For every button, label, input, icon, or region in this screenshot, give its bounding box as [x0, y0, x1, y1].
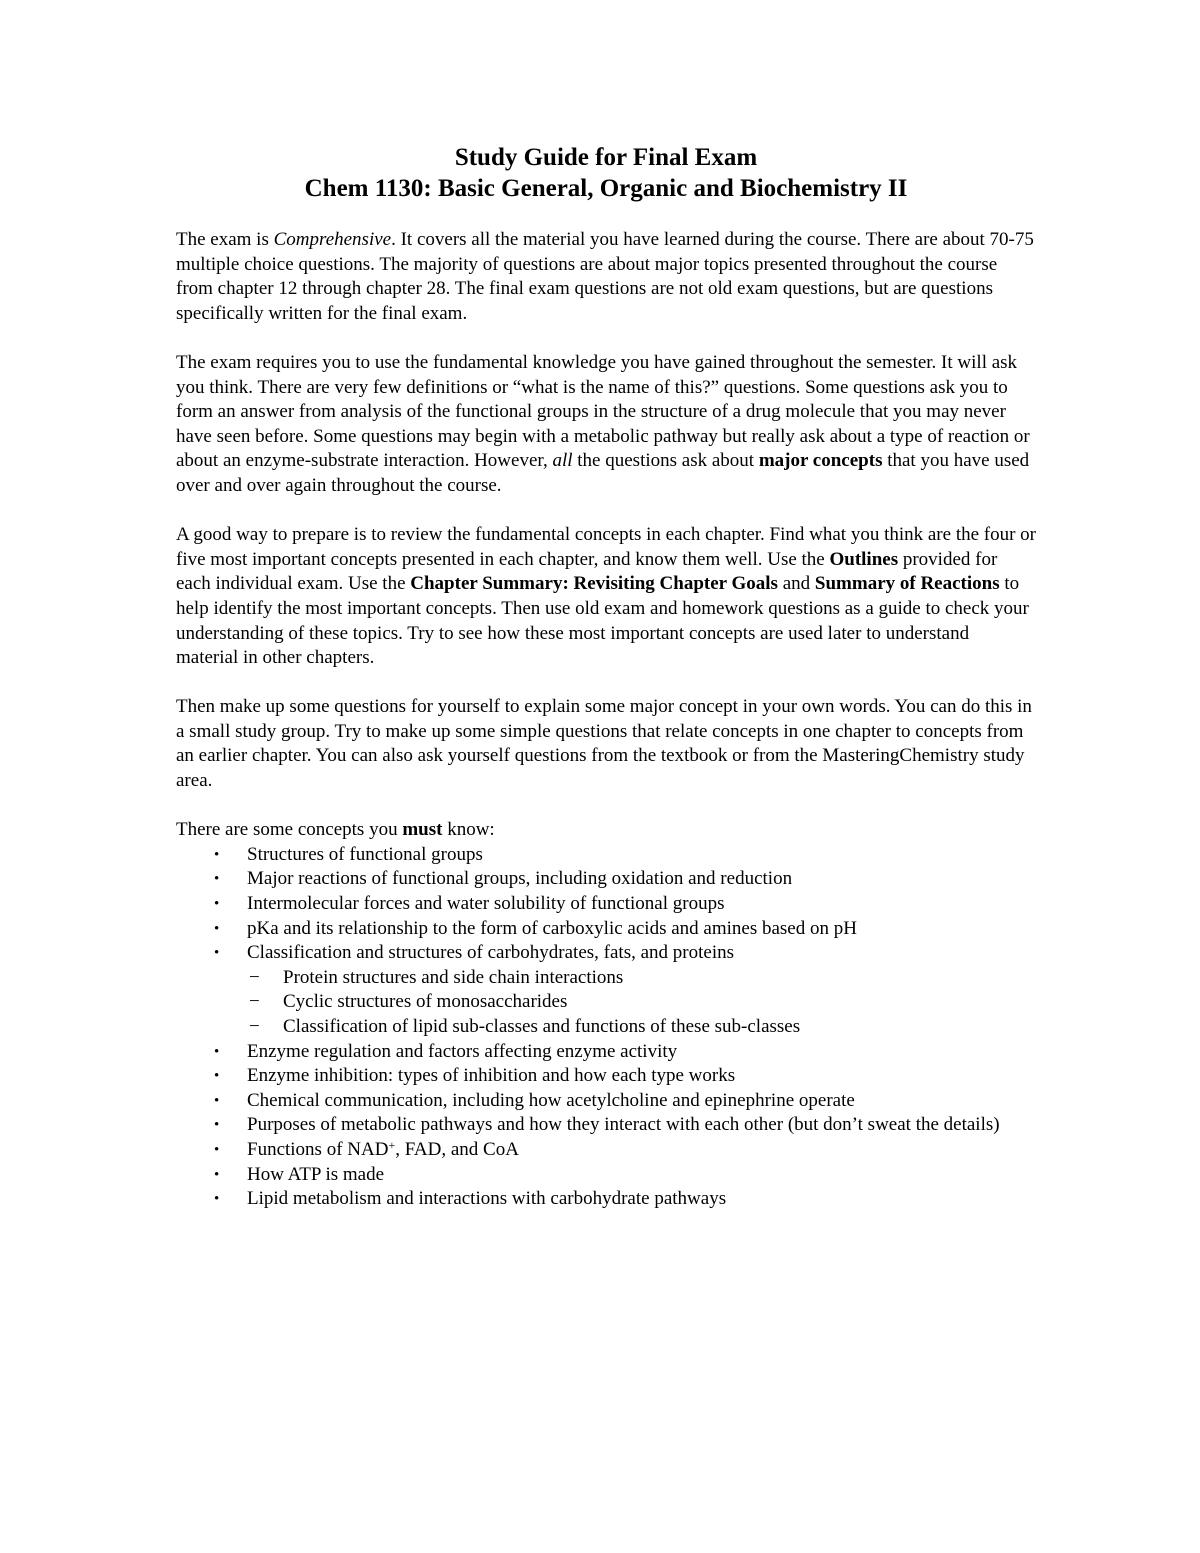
list-item-text: Lipid metabolism and interactions with carbohydrate pathways [247, 1188, 727, 1210]
bullet-icon: • [214, 1043, 220, 1060]
para1-text-c: . It covers all the material you have learned during the course. There are about 70-75 multiple choice questions. The majority of questions are about major topics presented throughout the course from chapter 12 through chapter 28. The final exam questions are not old exam questions, but are questions specifically written for the final exam. [176, 229, 1034, 324]
list-item-text: How ATP is made [247, 1163, 385, 1185]
dash-icon: − [249, 966, 260, 988]
paragraph-self-questions: Then make up some questions for yourself to explain some major concept in your own words. You can do this in a small study group. Try to make up some simple questions that relate concepts in one chapter to concepts from an earlier chapter. You can also ask yourself questions from the textbook or from the MasteringChemistry study area. [176, 696, 1032, 792]
para1-text-a: The exam is [176, 229, 274, 250]
para2-text-a: The exam requires you to use the fundamental knowledge you have gained throughout the semester. It will ask you think. There are very few definitions or “what is the name of this?” questions. Some questions ask you to form an answer from analysis of the functional groups in the structure of a drug molecule that you may never have seen before. Some questions may begin with a metabolic pathway but really ask about a type of reaction or about an enzyme-substrate interaction. However, [176, 351, 1030, 472]
para2-bold-major-concepts: major concepts [758, 450, 883, 472]
bullet-icon: • [214, 1191, 220, 1208]
superscript-plus: + [388, 1137, 396, 1152]
list-item [176, 917, 1036, 942]
list-item [176, 867, 1036, 892]
intro-text-c: know: [442, 819, 495, 841]
document-page [176, 142, 1036, 1212]
sub-list-item-text: Cyclic structures of monosaccharides [283, 991, 568, 1013]
paragraph-exam-overview [176, 228, 1036, 326]
list-item [176, 1163, 1036, 1188]
list-item-text: Enzyme regulation and factors affecting enzyme activity [247, 1040, 678, 1062]
list-item-text-cont: , FAD, and CoA [395, 1138, 519, 1160]
title-line-2: Chem 1130: Basic General, Organic and Biochemistry II [304, 175, 908, 202]
para3-text-a: A good way to prepare is to review the fundamental concepts in each chapter. Find what you think are the four or five most important concepts presented in each chapter, and know them well. Use the [176, 524, 1037, 570]
para2-emphasis-all: all [552, 450, 573, 472]
document-title [156, 142, 1056, 204]
list-item-text: Functions of NAD [247, 1138, 389, 1160]
bullet-icon: • [214, 1141, 220, 1158]
para1-emphasis-comprehensive: Comprehensive [273, 229, 392, 250]
para3-text-c: provided for each individual exam. Use the [176, 548, 998, 595]
list-item-text: Purposes of metabolic pathways and how they interact with each other (but don’t sweat the details) [247, 1114, 1000, 1136]
concepts-intro [176, 818, 1036, 843]
bullet-icon: • [214, 1092, 220, 1109]
title-line-1: Study Guide for Final Exam [454, 144, 758, 171]
sub-list-item [247, 966, 1036, 991]
sub-list-item-text: Classification of lipid sub-classes and functions of these sub-classes [283, 1016, 801, 1037]
para2-text-c: the questions ask about [572, 450, 759, 472]
paragraph-how-to-prepare [176, 523, 1036, 671]
list-item [176, 1113, 1036, 1138]
para3-bold-outlines: Outlines [829, 548, 899, 570]
dash-icon: − [249, 991, 260, 1013]
list-item-text: Intermolecular forces and water solubility of functional groups [247, 893, 725, 915]
bullet-icon: • [214, 1068, 220, 1085]
bullet-icon: • [214, 846, 220, 863]
bullet-icon: • [214, 871, 220, 888]
list-item [176, 892, 1036, 917]
dash-icon: − [249, 1016, 260, 1037]
bullet-icon: • [214, 896, 220, 913]
list-item-text: Major reactions of functional groups, including oxidation and reduction [247, 868, 793, 890]
para3-text-g: to help identify the most important concepts. Then use old exam and homework questions as a guide to check your understanding of these topics. Try to see how these most important concepts are used later to understand material in other chapters. [176, 573, 1029, 669]
list-item-text: Chemical communication, including how acetylcholine and epinephrine operate [247, 1089, 855, 1111]
paragraph-exam-requirements [176, 351, 1036, 499]
sub-list-item-text: Protein structures and side chain interactions [283, 966, 624, 988]
sub-list-item [247, 1015, 1036, 1040]
para3-bold-summary-of-reactions: Summary of Reactions [814, 573, 1000, 595]
sub-list-item [247, 990, 1036, 1015]
list-item-text: Classification and structures of carbohydrates, fats, and proteins [247, 942, 734, 964]
list-item [176, 1089, 1036, 1114]
para3-text-e: and [777, 573, 815, 595]
list-item [176, 843, 1036, 868]
para2-text-e: that you have used over and over again throughout the course. [176, 450, 1030, 496]
list-item [176, 941, 1036, 1039]
list-item [176, 1138, 1036, 1163]
list-item-text: Enzyme inhibition: types of inhibition and how each type works [247, 1065, 736, 1087]
concepts-list [176, 843, 1036, 1212]
sub-list [247, 966, 1036, 1040]
bullet-icon: • [214, 1117, 220, 1134]
bullet-icon: • [214, 1166, 220, 1183]
list-item [176, 1064, 1036, 1089]
intro-text-a: There are some concepts you [176, 819, 403, 841]
bullet-icon: • [214, 920, 220, 937]
list-item-text: pKa and its relationship to the form of carboxylic acids and amines based on pH [247, 917, 857, 939]
para3-bold-chapter-summary: Chapter Summary: Revisiting Chapter Goals [410, 573, 778, 595]
list-item-text: Structures of functional groups [247, 843, 483, 865]
intro-bold-must: must [402, 819, 443, 841]
list-item [176, 1040, 1036, 1065]
bullet-icon: • [214, 945, 220, 962]
list-item [176, 1187, 1036, 1212]
